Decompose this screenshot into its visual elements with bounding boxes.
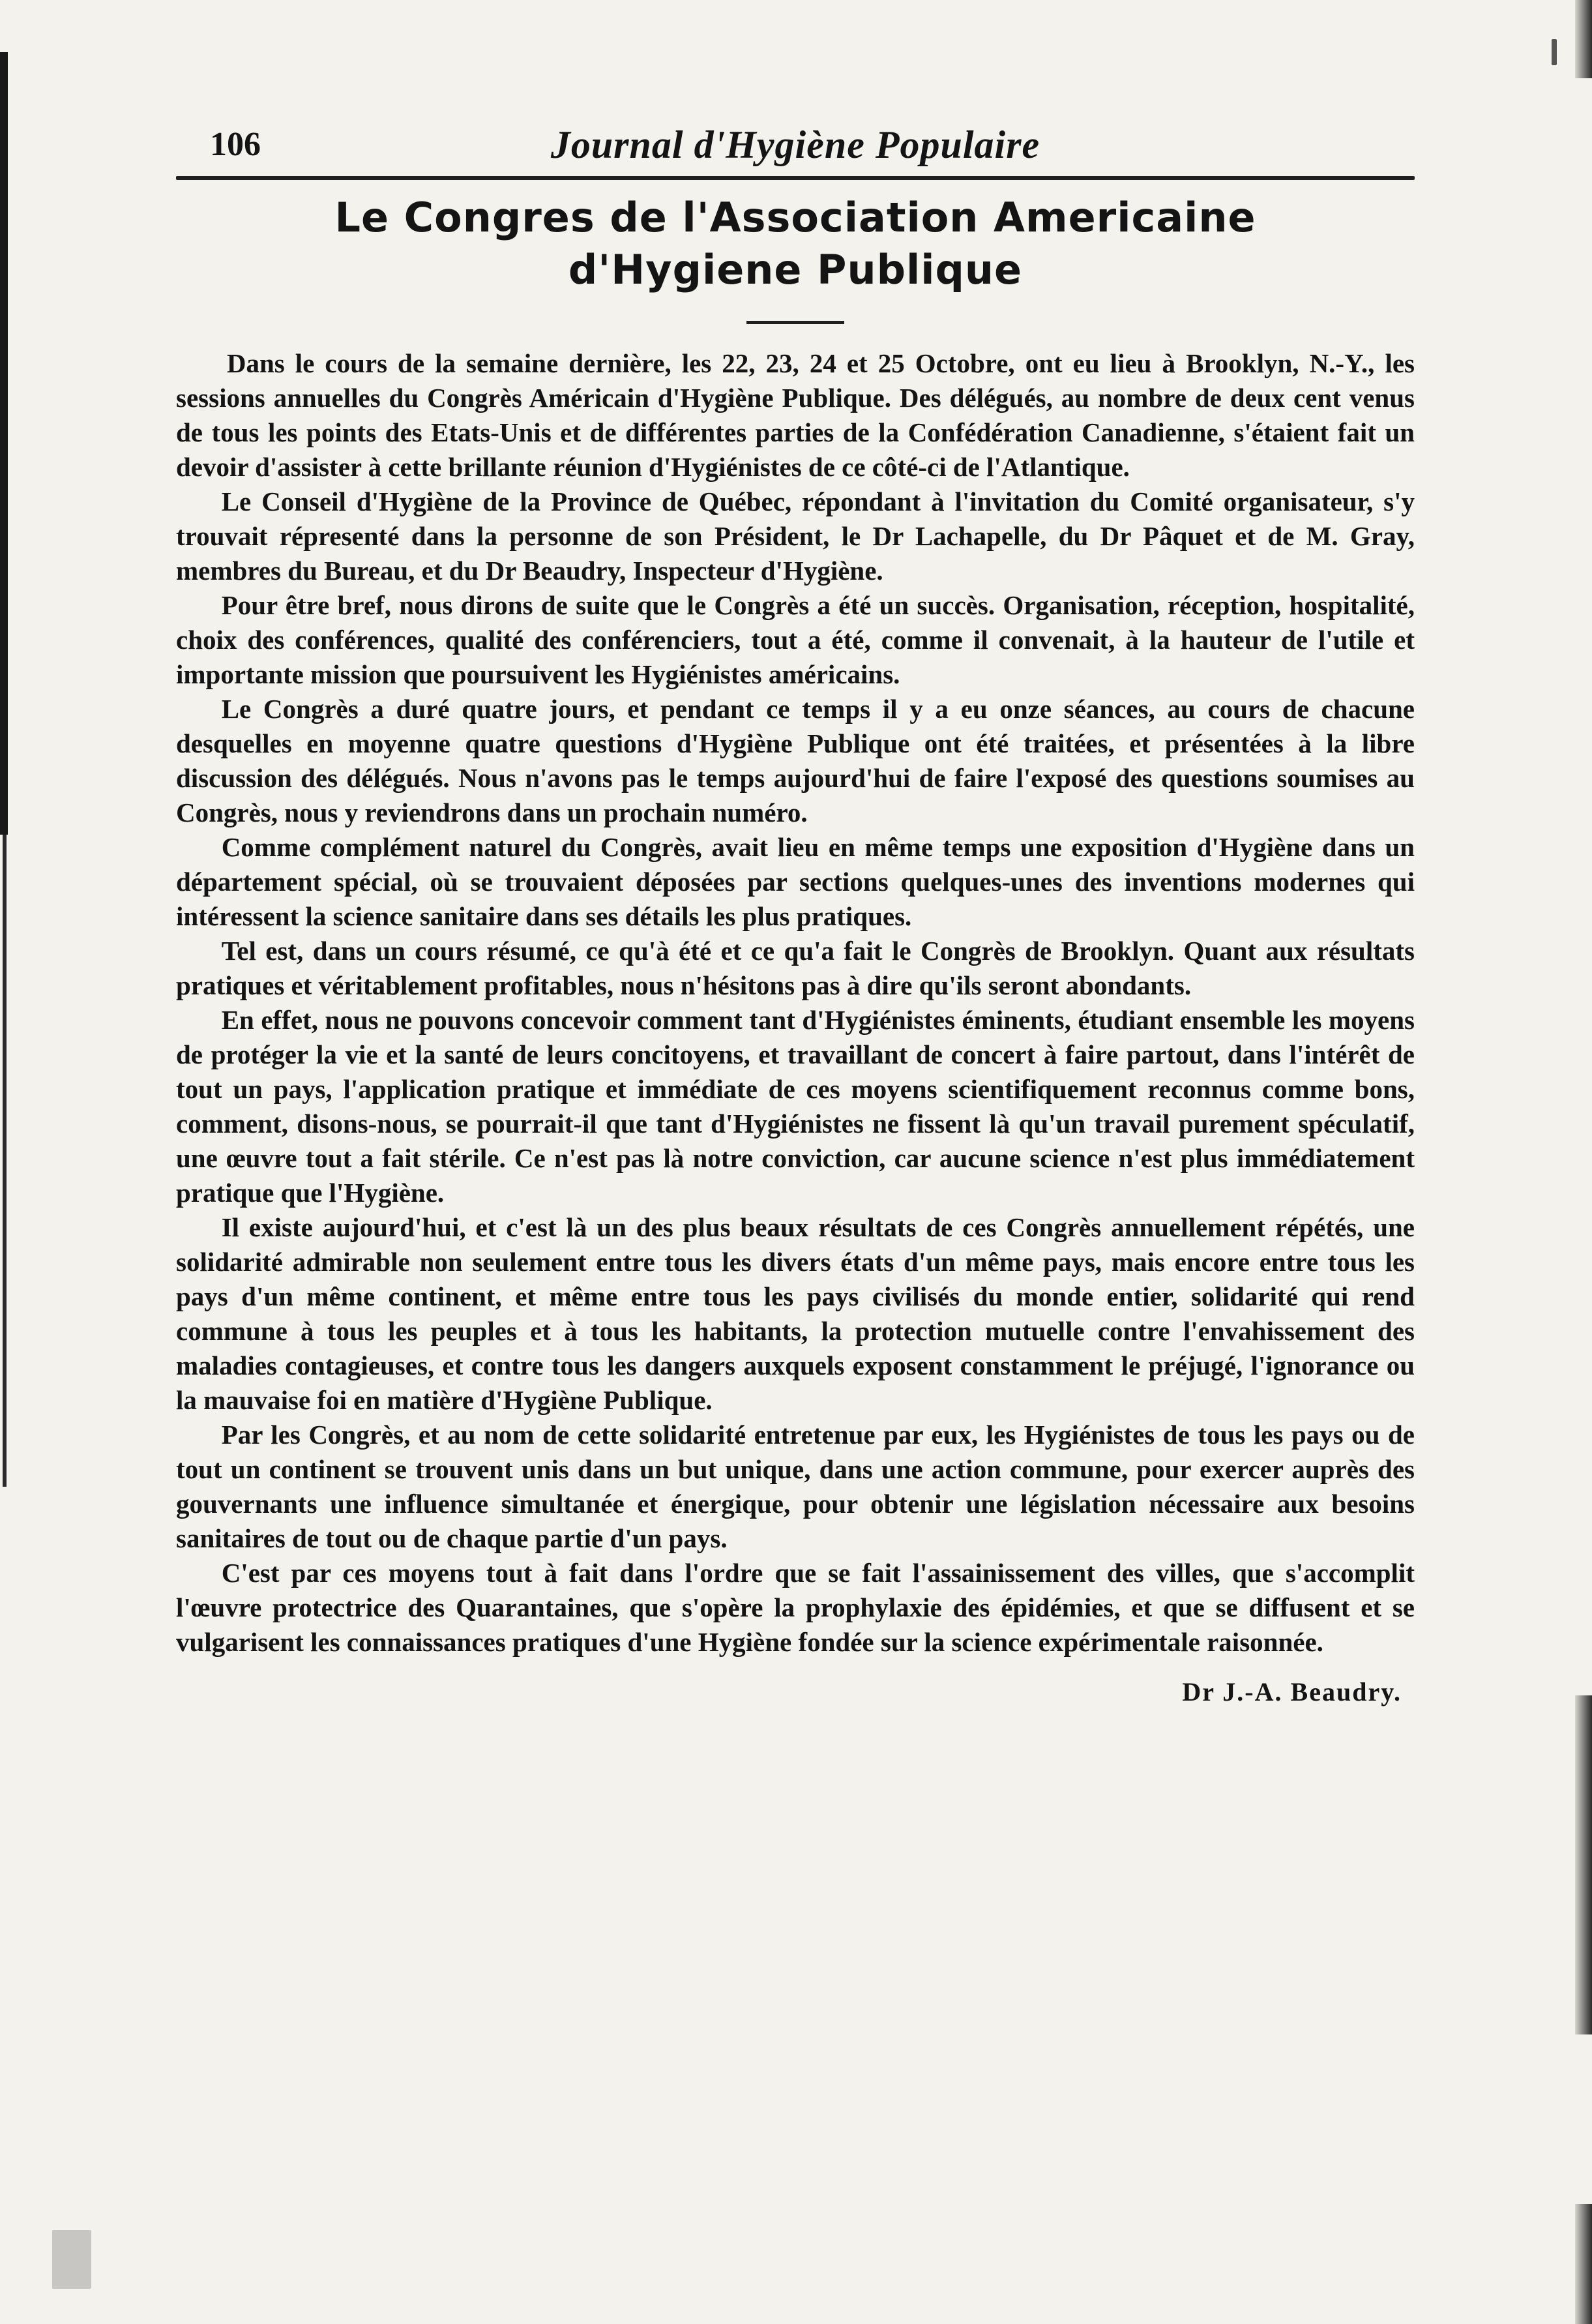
journal-title: Journal d'Hygiène Populaire bbox=[550, 123, 1040, 166]
paragraph: Pour être bref, nous dirons de suite que le Congrès a été un succès. Organisation, réception, hospitalité, choix des conférences, qualité des conférenciers, tout a été, comme il convenait, à la hauteur de l'utile et importante mission que poursuivent les Hygiénistes américains. bbox=[176, 590, 1415, 689]
paragraph: Dans le cours de la semaine dernière, les 22, 23, 24 et 25 Octobre, ont eu lieu à Brooklyn, N.-Y., les sessions annuelles du Congrès Américain d'Hygiène Publique. Des délégués, au nombre de deux cent venus de tous les points des Etats-Unis et de différentes parties de la Confédération Canadienne, s'étaient fait un devoir d'assister à cette brillante réunion d'Hygiénistes de ce côté-ci de l'Atlantique. bbox=[176, 348, 1415, 482]
scan-edge-right-top bbox=[1575, 0, 1592, 78]
article-title-line-2: d'Hygiene Publique bbox=[568, 246, 1023, 293]
paragraph: C'est par ces moyens tout à fait dans l'ordre que se fait l'assainissement des villes, que s'accomplit l'œuvre protectrice des Quarantaines, que s'opère la prophylaxie des épidémies, et que se diffusent et se vulgarisent les connaissances pratiques d'une Hygiène fondée sur la science expérimentale raisonnée. bbox=[176, 1558, 1415, 1657]
paragraph: Le Congrès a duré quatre jours, et pendant ce temps il y a eu onze séances, au cours de chacune desquelles en moyenne quatre questions d'Hygiène Publique ont été traitées, et présentées à la libre discussion des délégués. Nous n'avons pas le temps aujourd'hui de faire l'exposé des questions soumises au Congrès, nous y reviendrons dans un prochain numéro. bbox=[176, 694, 1415, 827]
paragraph: Comme complément naturel du Congrès, avait lieu en même temps une exposition d'Hygiène dans un département spécial, où se trouvaient déposées par sections quelques-unes des inventions modernes qui intéressent la science sanitaire dans ses détails les plus pratiques. bbox=[176, 832, 1415, 931]
paragraph: Par les Congrès, et au nom de cette solidarité entretenue par eux, les Hygiénistes de tous les pays ou de tout un continent se trouvent unis dans un but unique, dans une action commune, pour exercer auprès des gouvernants une influence simultanée et énergique, pour obtenir une législation nécessaire aux besoins sanitaires de tout ou de chaque partie d'un pays. bbox=[176, 1420, 1415, 1553]
article-body bbox=[176, 346, 1415, 1660]
scan-edge-right-bottom bbox=[1575, 2204, 1592, 2324]
paragraph: Tel est, dans un cours résumé, ce qu'à été et ce qu'a fait le Congrès de Brooklyn. Quant aux résultats pratiques et véritablement profitables, nous n'hésitons pas à dire qu'ils seront abondants. bbox=[176, 936, 1415, 1000]
header-rule bbox=[176, 176, 1415, 180]
page-number: 106 bbox=[210, 126, 261, 163]
paragraph: Il existe aujourd'hui, et c'est là un des plus beaux résultats de ces Congrès annuellement répétés, une solidarité admirable non seulement entre tous les divers états d'un même pays, mais encore entre tous les pays d'un même continent, et même entre tous les pays civilisés du monde entier, solidarité qui rend commune à tous les peuples et à tous les habitants, la protection mutuelle contre l'envahissement des maladies contagieuses, et contre tous les dangers auxquels exposent constamment le préjugé, l'ignorance ou la mauvaise foi en matière d'Hygiène Publique. bbox=[176, 1212, 1415, 1415]
title-rule bbox=[746, 321, 844, 324]
scan-smudge bbox=[52, 2230, 91, 2289]
paragraph: En effet, nous ne pouvons concevoir comment tant d'Hygiénistes éminents, étudiant ensemble les moyens de protéger la vie et la santé de leurs concitoyens, et travaillant de concert à faire partout, dans l'intérêt de tout un pays, l'application pratique et immédiate de ces moyens scientifiquement reconnus comme bons, comment, disons-nous, se pourrait-il que tant d'Hygiénistes ne fissent là qu'un travail purement spéculatif, une œuvre tout a fait stérile. Ce n'est pas là notre conviction, car aucune science n'est plus immédiatement pratique que l'Hygiène. bbox=[176, 1005, 1415, 1208]
article-title-line-1: Le Congres de l'Association Americaine bbox=[334, 194, 1256, 241]
scan-edge-right-middle bbox=[1575, 1695, 1592, 2034]
scan-edge-left bbox=[0, 52, 8, 835]
scan-speck bbox=[1552, 39, 1557, 65]
scan-edge-left-lower bbox=[3, 835, 7, 1487]
document-page bbox=[176, 117, 1415, 1707]
paragraph: Le Conseil d'Hygiène de la Province de Québec, répondant à l'invitation du Comité organisateur, s'y trouvait répresenté dans la personne de son Président, le Dr Lachapelle, du Dr Pâquet et de M. Gray, membres du Bureau, et du Dr Beaudry, Inspecteur d'Hygiène. bbox=[176, 486, 1415, 586]
article-title bbox=[176, 192, 1415, 296]
author-signature: Dr J.-A. Beaudry. bbox=[1182, 1677, 1402, 1706]
running-head bbox=[176, 117, 1415, 176]
